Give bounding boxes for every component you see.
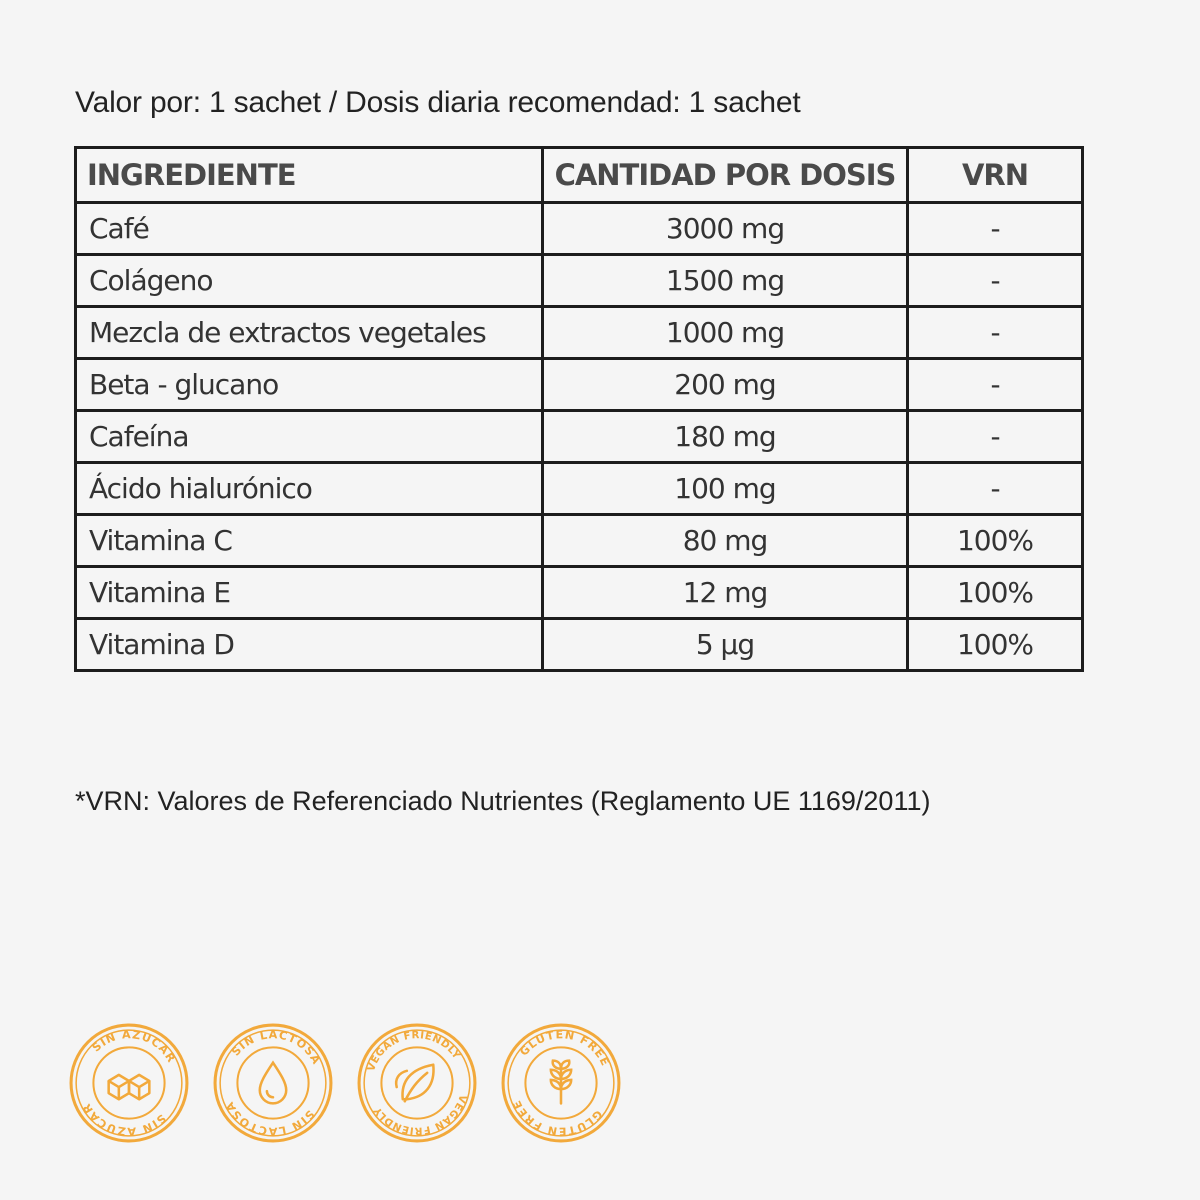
vrn-cell: 100% — [908, 619, 1083, 671]
gluten-free-seal — [500, 1022, 622, 1144]
vegan-friendly-seal — [356, 1022, 478, 1144]
ingredient-cell: Vitamina E — [76, 567, 543, 619]
table-row — [76, 307, 1083, 359]
sin-azucar-seal — [68, 1022, 190, 1144]
vrn-cell: - — [908, 359, 1083, 411]
vrn-cell: 100% — [908, 567, 1083, 619]
vrn-footnote: *VRN: Valores de Referenciado Nutrientes (Reglamento UE 1169/2011) — [75, 786, 931, 816]
amount-cell: 5 µg — [543, 619, 908, 671]
amount-cell: 100 mg — [543, 463, 908, 515]
amount-cell: 12 mg — [543, 567, 908, 619]
sin-lactosa-seal — [212, 1022, 334, 1144]
table-row — [76, 359, 1083, 411]
ingredient-cell: Vitamina C — [76, 515, 543, 567]
header-amount: CANTIDAD POR DOSIS — [543, 148, 908, 203]
gluten-free-badge — [500, 1022, 622, 1144]
ingredient-cell: Café — [76, 203, 543, 255]
vrn-cell: - — [908, 255, 1083, 307]
sin-azucar-badge — [68, 1022, 190, 1144]
amount-cell: 80 mg — [543, 515, 908, 567]
nutrition-table — [74, 146, 1084, 672]
serving-info: Valor por: 1 sachet / Dosis diaria recomendad: 1 sachet — [75, 86, 801, 119]
table-header-row — [76, 148, 1083, 203]
header-vrn: VRN — [908, 148, 1083, 203]
table-row — [76, 203, 1083, 255]
ingredient-cell: Cafeína — [76, 411, 543, 463]
badge-text-bottom: SIN LACTOSA — [222, 1098, 317, 1138]
badge-text: SIN AZUCAR — [89, 1028, 179, 1066]
sugar-cubes-icon — [109, 1075, 150, 1099]
table-row — [76, 411, 1083, 463]
table-row — [76, 255, 1083, 307]
ingredient-cell: Vitamina D — [76, 619, 543, 671]
sin-lactosa-badge — [212, 1022, 334, 1144]
vrn-cell: 100% — [908, 515, 1083, 567]
amount-cell: 3000 mg — [543, 203, 908, 255]
badge-text-bottom: VEGAN FRIENDLY — [372, 1093, 469, 1136]
badge-text: VEGAN FRIENDLY — [365, 1030, 462, 1073]
badge-text-bottom: SIN AZUCAR — [79, 1100, 169, 1138]
header-ingredient: INGREDIENTE — [76, 148, 543, 203]
drop-icon — [260, 1063, 286, 1104]
badge-row — [68, 1022, 622, 1144]
ingredient-cell: Beta - glucano — [76, 359, 543, 411]
ingredient-cell: Ácido hialurónico — [76, 463, 543, 515]
badge-text-bottom: GLUTEN FREE — [509, 1097, 605, 1138]
amount-cell: 200 mg — [543, 359, 908, 411]
table-row — [76, 567, 1083, 619]
ingredient-cell: Colágeno — [76, 255, 543, 307]
amount-cell: 1500 mg — [543, 255, 908, 307]
table-row — [76, 463, 1083, 515]
ingredient-cell: Mezcla de extractos vegetales — [76, 307, 543, 359]
badge-text: GLUTEN FREE — [517, 1028, 613, 1069]
leaf-icon — [396, 1065, 433, 1102]
vrn-cell: - — [908, 307, 1083, 359]
table-row — [76, 515, 1083, 567]
vrn-cell: - — [908, 463, 1083, 515]
vegan-friendly-badge — [356, 1022, 478, 1144]
table-row — [76, 619, 1083, 671]
vrn-cell: - — [908, 203, 1083, 255]
badge-text: SIN LACTOSA — [229, 1028, 324, 1068]
amount-cell: 180 mg — [543, 411, 908, 463]
amount-cell: 1000 mg — [543, 307, 908, 359]
wheat-icon — [551, 1061, 571, 1104]
vrn-cell: - — [908, 411, 1083, 463]
